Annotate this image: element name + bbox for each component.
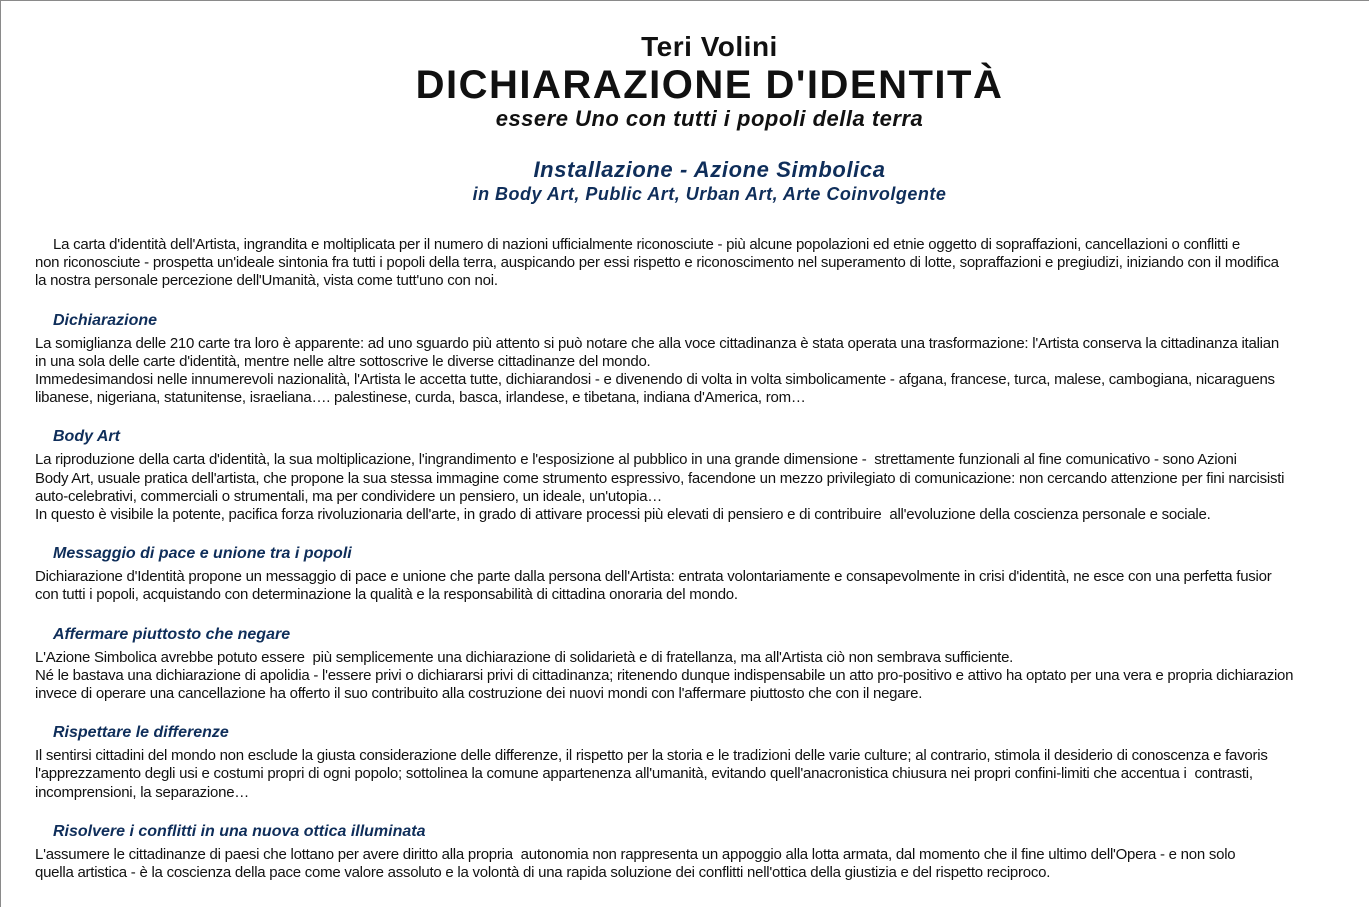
- section-line: Immedesimandosi nelle innumerevoli nazionalità, l'Artista le accetta tutte, dichiarandosi - e divenendo di volta in volta simbolicamente - afgana, francese, turca, malese, cambogiana, nicaraguens: [35, 371, 1275, 389]
- section-line: incomprensioni, la separazione…: [35, 783, 250, 801]
- section-line: con tutti i popoli, acquistando con determinazione la qualità e la responsabilità di cittadina onoraria del mondo.: [35, 586, 738, 604]
- page-subtitle: Installazione - Azione Simbolica: [533, 157, 886, 182]
- section-line: Dichiarazione d'Identità propone un messaggio di pace e unione che parte dalla persona dell'Artista: entrata volontariamente e consapevolmente in crisi d'identità, ne esce con una perfetta fusior: [35, 568, 1272, 586]
- section-heading: Body Art: [53, 428, 120, 446]
- section-line: libanese, nigeriana, statunitense, israeliana…. palestinese, curda, basca, irlandese, e tibetana, indiana d'America, rom…: [35, 389, 806, 407]
- section-line: Il sentirsi cittadini del mondo non esclude la giusta considerazione delle differenze, il rispetto per la storia e le tradizioni delle varie culture; al contrario, stimola il desiderio di conoscenza e favoris: [35, 747, 1268, 765]
- page-title: DICHIARAZIONE D'IDENTITÀ: [415, 63, 1004, 107]
- section-heading: Affermare piuttosto che negare: [53, 625, 291, 643]
- section-dichiarazione: [35, 311, 1369, 408]
- page-subtitle-categories: in Body Art, Public Art, Urban Art, Arte Coinvolgente: [472, 184, 947, 204]
- section-rispettare: [35, 723, 1369, 802]
- page-motto: essere Uno con tutti i popoli della terra: [495, 106, 924, 131]
- section-risolvere: [35, 822, 1369, 882]
- author-name: Teri Volini: [641, 31, 778, 62]
- page-header: [0, 30, 1369, 132]
- intro-line: non riconosciute - prospetta un'ideale sintonia fra tutti i popoli della terra, auspicando per essi rispetto e riconoscimento nel superamento di lotte, sopraffazioni e pregiudizi, iniziando con il modifica: [35, 254, 1279, 272]
- section-line: Né le bastava una dichiarazione di apolidia - l'essere privi o dichiararsi privi di cittadinanza; ritenendo dunque indispensabile un atto pro-positivo e attivo ha optato per una vera e propria dichiarazion: [35, 666, 1294, 684]
- page-subheader: [0, 157, 1369, 205]
- intro-paragraph: [35, 236, 1369, 291]
- section-line: l'apprezzamento degli usi e costumi propri di ogni popolo; sottolinea la comune appartenenza all'umanità, evitando quell'anacronistica chiusura nei propri confini-limiti che accentua i contrasti,: [35, 765, 1253, 783]
- section-heading: Dichiarazione: [53, 311, 158, 329]
- section-line: In questo è visibile la potente, pacifica forza rivoluzionaria dell'arte, in grado di attivare processi più elevati di pensiero e di contribuire all'evoluzione della coscienza personale e sociale.: [35, 506, 1211, 524]
- section-line: quella artistica - è la coscienza della pace come valore assoluto e la volontà di una rapida soluzione dei conflitti nell'ottica della giustizia e del rispetto reciproco.: [35, 864, 1051, 882]
- document-body: [35, 236, 1369, 882]
- intro-line: la nostra personale percezione dell'Umanità, vista come tutt'uno con noi.: [35, 272, 498, 290]
- intro-line: La carta d'identità dell'Artista, ingrandita e moltiplicata per il numero di nazioni ufficialmente riconosciute - più alcune popolazioni ed etnie oggetto di sopraffazioni, cancellazioni o conflitti e: [53, 236, 1240, 253]
- section-heading: Risolvere i conflitti in una nuova ottica illuminata: [53, 822, 426, 840]
- frame-border-left: [0, 0, 1, 907]
- section-line: Body Art, usuale pratica dell'artista, che propone la sua stessa immagine come strumento espressivo, facendone un mezzo privilegiato di comunicazione: non cercando attenzione per fini narcisisti: [35, 469, 1285, 487]
- frame-border-top: [0, 0, 1369, 1]
- section-heading: Messaggio di pace e unione tra i popoli: [53, 545, 352, 563]
- section-messaggio-pace: [35, 544, 1369, 604]
- section-body-art: [35, 427, 1369, 524]
- section-heading: Rispettare le differenze: [53, 724, 229, 742]
- section-line: invece di operare una cancellazione ha offerto il suo contribuito alla costruzione dei nuovi mondi con l'affermare piuttosto che con il negare.: [35, 685, 923, 703]
- section-line: La somiglianza delle 210 carte tra loro è apparente: ad uno sguardo più attento si può notare che alla voce cittadinanza è stata operata una trasformazione: l'Artista conserva la cittadinanza italian: [35, 334, 1279, 352]
- section-line: La riproduzione della carta d'identità, la sua moltiplicazione, l'ingrandimento e l'esposizione al pubblico in una grande dimensione - strettamente funzionali al fine comunicativo - sono Azioni: [35, 451, 1237, 469]
- section-line: auto-celebrativi, commerciali o strumentali, ma per condividere un pensiero, un ideale, un'utopia…: [35, 487, 663, 505]
- section-affermare: [35, 625, 1369, 704]
- section-line: L'assumere le cittadinanze di paesi che lottano per avere diritto alla propria autonomia non rappresenta un appoggio alla lotta armata, dal momento che il fine ultimo dell'Opera - e non solo: [35, 845, 1236, 863]
- section-line: L'Azione Simbolica avrebbe potuto essere più semplicemente una dichiarazione di solidarietà e di fratellanza, ma all'Artista ciò non sembrava sufficiente.: [35, 648, 1014, 666]
- section-line: in una sola delle carte d'identità, mentre nelle altre sottoscrive le diverse cittadinanze del mondo.: [35, 352, 651, 370]
